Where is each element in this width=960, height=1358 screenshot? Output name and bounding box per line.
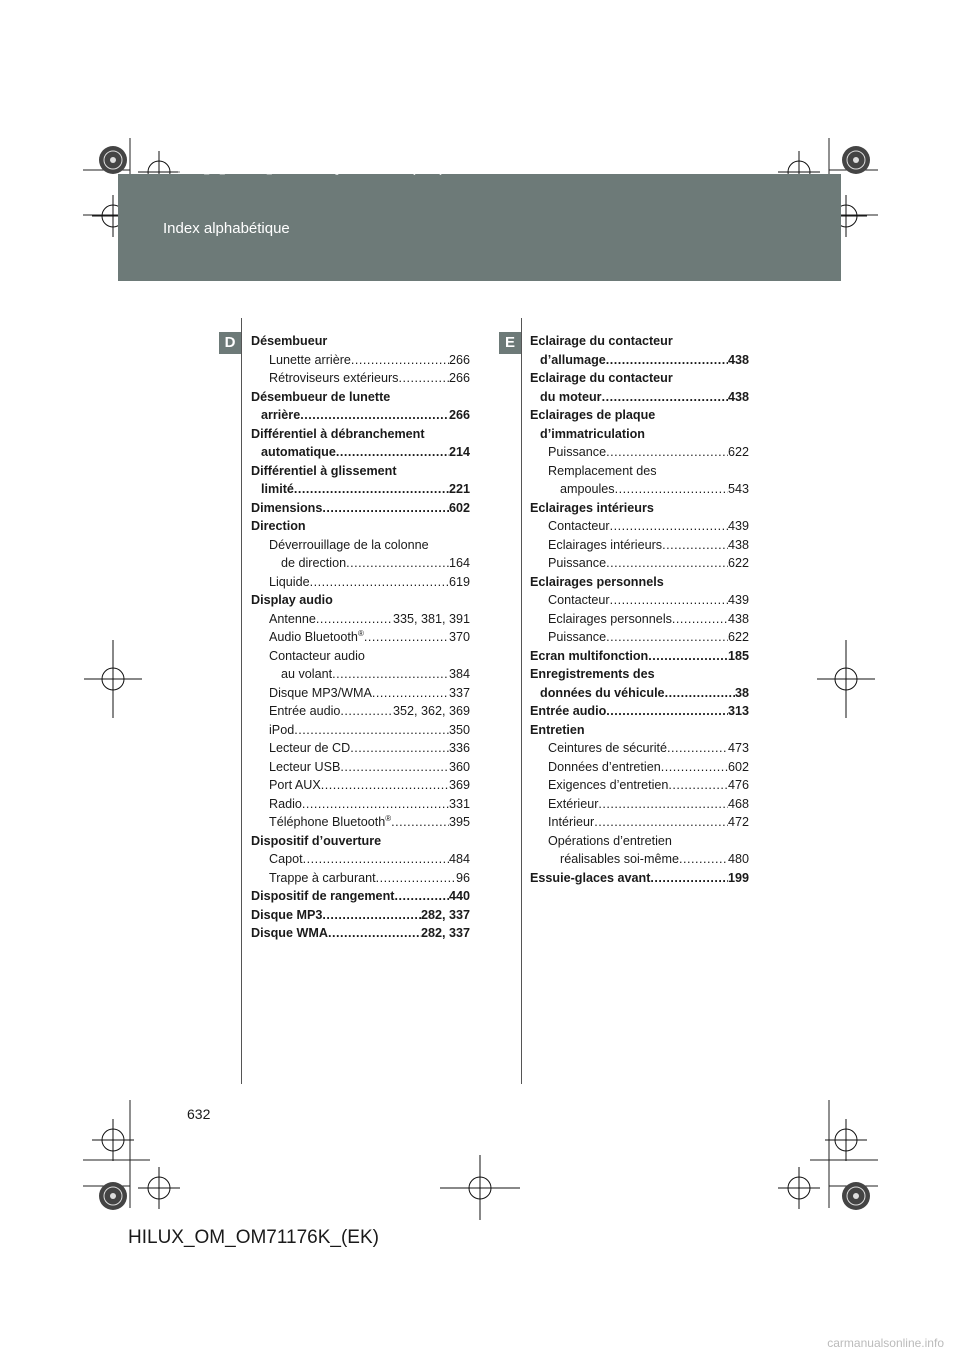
dot-leader xyxy=(346,554,449,573)
index-entry xyxy=(530,443,749,462)
dot-leader xyxy=(610,517,728,536)
dot-leader xyxy=(328,924,421,943)
dot-leader xyxy=(376,869,456,888)
index-entry xyxy=(251,776,470,795)
index-entry xyxy=(251,702,470,721)
dot-leader xyxy=(322,906,421,925)
entry-text: Eclairage du contacteur xyxy=(530,371,673,385)
index-entry xyxy=(530,369,749,388)
page-ref: 164 xyxy=(448,556,470,570)
index-entry xyxy=(530,684,749,703)
index-entry xyxy=(251,610,470,629)
dot-leader xyxy=(672,610,728,629)
page-ref: 468 xyxy=(727,796,749,811)
entry-text: Direction xyxy=(251,519,306,533)
entry-text: Ceintures de sécurité xyxy=(548,741,668,755)
book-stamp: HILUX_OM_OM71176K_(EK).book Page 632 Wednesday, May 16, 2012 2:32 PM xyxy=(178,166,533,176)
entry-text: données du véhicule xyxy=(540,685,665,700)
dot-leader xyxy=(321,776,449,795)
dot-leader xyxy=(303,850,449,869)
index-entry xyxy=(251,536,470,555)
dot-leader xyxy=(302,795,449,814)
index-entry xyxy=(530,795,749,814)
entry-text: Contacteur xyxy=(548,519,610,533)
index-entry xyxy=(530,332,749,351)
entry-text: Disque MP3/WMA xyxy=(269,685,372,700)
dot-leader xyxy=(668,776,728,795)
dot-leader xyxy=(598,795,728,814)
dot-leader xyxy=(602,388,728,407)
page-ref: 439 xyxy=(727,593,749,607)
page-ref: 484 xyxy=(448,852,470,866)
index-entry xyxy=(530,758,749,777)
index-entry xyxy=(251,443,470,462)
page-ref: 38 xyxy=(734,685,749,700)
entry-text: Intérieur xyxy=(548,815,595,829)
dot-leader xyxy=(606,702,728,721)
entry-text: Opérations d’entretien xyxy=(548,833,672,848)
index-entry xyxy=(530,832,749,851)
index-entry xyxy=(251,499,470,518)
page-ref: 619 xyxy=(448,574,470,589)
index-entry xyxy=(530,591,749,610)
index-entry xyxy=(530,536,749,555)
index-entry xyxy=(530,869,749,888)
index-entry xyxy=(530,480,749,499)
dot-leader xyxy=(332,665,449,684)
index-entry xyxy=(530,850,749,869)
index-entry xyxy=(530,462,749,481)
entry-text: Eclairages personnels xyxy=(548,611,672,626)
section-letter-d: D xyxy=(219,332,241,354)
dot-leader xyxy=(610,591,728,610)
entry-text: iPod xyxy=(269,722,295,737)
dot-leader xyxy=(679,850,728,869)
registered-mark: ® xyxy=(357,628,364,638)
entry-text: Port AUX xyxy=(269,778,321,792)
index-entry xyxy=(251,628,470,647)
document-code: HILUX_OM_OM71176K_(EK) xyxy=(128,1227,379,1248)
page-ref: 221 xyxy=(448,482,470,496)
entry-text: Contacteur audio xyxy=(269,648,365,663)
dot-leader xyxy=(294,480,449,499)
entry-text: Liquide xyxy=(269,574,310,589)
watermark: carmanualsonline.info xyxy=(827,1336,944,1350)
index-entry xyxy=(251,795,470,814)
index-entry xyxy=(530,388,749,407)
registered-mark: ® xyxy=(385,813,392,823)
column-divider-middle xyxy=(521,318,522,1084)
index-entry xyxy=(251,869,470,888)
dot-leader xyxy=(662,536,728,555)
index-column-d xyxy=(251,332,470,943)
page-ref: 313 xyxy=(727,704,749,718)
entry-text: Désembueur xyxy=(251,334,328,348)
section-letter-e: E xyxy=(499,332,521,354)
entry-text: Puissance xyxy=(548,630,607,644)
page-ref: 602 xyxy=(448,500,470,515)
entry-text: de direction xyxy=(281,556,347,570)
entry-text: Lecteur de CD xyxy=(269,741,351,755)
dot-leader xyxy=(316,610,393,629)
dot-leader xyxy=(648,647,728,666)
entry-text: Eclairage du contacteur xyxy=(530,334,673,348)
page-ref: 438 xyxy=(727,611,749,626)
page-ref: 602 xyxy=(727,759,749,774)
dot-leader xyxy=(665,684,735,703)
page-ref: 96 xyxy=(455,870,470,885)
index-entry xyxy=(251,906,470,925)
page-ref: 336 xyxy=(448,741,470,755)
page-ref: 331 xyxy=(448,796,470,811)
page-ref: 476 xyxy=(727,778,749,792)
entry-text: Audio Bluetooth® xyxy=(269,628,364,644)
page-ref: 266 xyxy=(448,371,470,385)
dot-leader xyxy=(350,739,449,758)
index-entry xyxy=(251,758,470,777)
entry-text: Lecteur USB xyxy=(269,759,341,774)
dot-leader xyxy=(615,480,728,499)
index-entry xyxy=(530,628,749,647)
index-entry xyxy=(251,684,470,703)
index-entry xyxy=(251,832,470,851)
page-ref: 282, 337 xyxy=(420,926,470,940)
dot-leader xyxy=(661,758,728,777)
page-ref: 214 xyxy=(448,445,470,459)
page-ref: 438 xyxy=(727,352,749,367)
entry-text: Rétroviseurs extérieurs xyxy=(269,371,399,385)
index-entry xyxy=(530,702,749,721)
entry-text: Dimensions xyxy=(251,500,323,515)
entry-text: réalisables soi-même xyxy=(560,852,679,866)
entry-text: Remplacement des xyxy=(548,463,657,478)
entry-text: Données d’entretien xyxy=(548,759,661,774)
entry-text: Eclairages personnels xyxy=(530,574,664,589)
entry-text: Différentiel à glissement xyxy=(251,463,397,478)
page-ref: 439 xyxy=(727,519,749,533)
page-ref: 472 xyxy=(727,815,749,829)
entry-text: Téléphone Bluetooth® xyxy=(269,813,392,829)
index-entry xyxy=(530,721,749,740)
index-entry xyxy=(251,887,470,906)
entry-text: Eclairages intérieurs xyxy=(530,500,654,515)
page-number: 632 xyxy=(187,1106,211,1122)
index-entry xyxy=(251,813,470,832)
entry-text: Différentiel à débranchement xyxy=(251,426,425,441)
page-ref: 440 xyxy=(448,889,470,903)
index-entry xyxy=(251,647,470,666)
page-ref: 438 xyxy=(727,537,749,552)
page-ref: 622 xyxy=(727,445,749,459)
entry-text: Disque MP3 xyxy=(251,907,323,922)
dot-leader xyxy=(340,702,393,721)
dot-leader xyxy=(606,351,728,370)
index-entry xyxy=(251,554,470,573)
entry-text: automatique xyxy=(261,445,336,459)
entry-text: Eclairages de plaque xyxy=(530,408,656,422)
page-ref: 199 xyxy=(727,870,749,885)
page-ref: 438 xyxy=(727,389,749,404)
column-divider-left xyxy=(241,318,242,1084)
index-entry xyxy=(530,554,749,573)
index-entry xyxy=(251,924,470,943)
index-entry xyxy=(251,388,470,407)
dot-leader xyxy=(351,351,449,370)
page-ref: 473 xyxy=(727,741,749,755)
entry-text: limité xyxy=(261,482,294,496)
dot-leader xyxy=(606,628,728,647)
page-ref: 185 xyxy=(727,648,749,663)
entry-text: Entrée audio xyxy=(269,704,341,718)
dot-leader xyxy=(294,721,449,740)
index-entry xyxy=(530,813,749,832)
index-entry xyxy=(530,517,749,536)
index-entry xyxy=(251,462,470,481)
index-entry xyxy=(251,425,470,444)
page-ref: 352, 362, 369 xyxy=(392,704,470,718)
entry-text: Entrée audio xyxy=(530,704,607,718)
dot-leader xyxy=(322,499,449,518)
index-entry xyxy=(530,647,749,666)
index-entry xyxy=(251,591,470,610)
page-ref: 384 xyxy=(448,667,470,681)
page-ref: 395 xyxy=(448,815,470,829)
entry-text: Antenne xyxy=(269,611,316,626)
crosshair-icon xyxy=(84,151,875,1220)
page-ref: 360 xyxy=(448,759,470,774)
entry-text: Ecran multifonction xyxy=(530,648,649,663)
index-entry xyxy=(251,406,470,425)
entry-text: Désembueur de lunette xyxy=(251,389,391,404)
dot-leader xyxy=(391,813,449,832)
index-entry xyxy=(251,332,470,351)
entry-text: d’allumage xyxy=(540,352,606,367)
dot-leader xyxy=(372,684,449,703)
index-entry xyxy=(530,610,749,629)
page-ref: 370 xyxy=(448,630,470,644)
dot-leader xyxy=(398,369,449,388)
entry-text: Eclairages intérieurs xyxy=(548,537,663,552)
page-ref: 337 xyxy=(448,685,470,700)
dot-leader xyxy=(594,813,728,832)
index-entry xyxy=(530,425,749,444)
entry-text: Puissance xyxy=(548,445,607,459)
index-entry xyxy=(251,721,470,740)
page-ref: 369 xyxy=(448,778,470,792)
index-entry xyxy=(530,665,749,684)
dot-leader xyxy=(394,887,449,906)
dot-leader xyxy=(364,628,449,647)
page-ref: 350 xyxy=(448,722,470,737)
dot-leader xyxy=(606,443,728,462)
entry-text: au volant xyxy=(281,667,333,681)
index-entry xyxy=(530,499,749,518)
target-wheel-icon xyxy=(99,146,870,1210)
page-ref: 622 xyxy=(727,556,749,570)
entry-text: Puissance xyxy=(548,556,607,570)
index-entry xyxy=(251,480,470,499)
entry-text: ampoules xyxy=(560,482,615,496)
entry-text: Extérieur xyxy=(548,796,599,811)
entry-text: Contacteur xyxy=(548,593,610,607)
dot-leader xyxy=(300,406,449,425)
index-entry xyxy=(530,351,749,370)
page-ref: 335, 381, 391 xyxy=(392,611,470,626)
dot-leader xyxy=(667,739,728,758)
entry-text: Radio xyxy=(269,796,302,811)
index-entry xyxy=(530,573,749,592)
page-ref: 622 xyxy=(727,630,749,644)
entry-text: Entretien xyxy=(530,722,585,737)
page-ref: 543 xyxy=(727,482,749,496)
page-title: Index alphabétique xyxy=(163,220,290,237)
entry-text: Trappe à carburant xyxy=(269,870,376,885)
entry-text: d’immatriculation xyxy=(540,426,645,441)
index-entry xyxy=(251,573,470,592)
entry-text: Dispositif d’ouverture xyxy=(251,833,382,848)
page-ref: 480 xyxy=(727,852,749,866)
index-entry xyxy=(251,739,470,758)
index-entry xyxy=(251,517,470,536)
index-entry xyxy=(530,776,749,795)
index-column-e xyxy=(530,332,749,887)
entry-text: Exigences d’entretien xyxy=(548,778,669,792)
entry-text: Essuie-glaces avant xyxy=(530,870,651,885)
entry-text: Déverrouillage de la colonne xyxy=(269,537,429,552)
entry-text: du moteur xyxy=(540,389,602,404)
entry-text: Capot xyxy=(269,852,303,866)
page-ref: 266 xyxy=(448,352,470,367)
index-entry xyxy=(251,850,470,869)
dot-leader xyxy=(606,554,728,573)
dot-leader xyxy=(310,573,449,592)
entry-text: Enregistrements des xyxy=(530,667,655,681)
entry-text: Display audio xyxy=(251,593,333,607)
entry-text: Dispositif de rangement xyxy=(251,889,395,903)
index-entry xyxy=(251,351,470,370)
page-ref: 266 xyxy=(448,408,470,422)
index-entry xyxy=(530,739,749,758)
index-entry xyxy=(251,369,470,388)
dot-leader xyxy=(336,443,449,462)
page-ref: 282, 337 xyxy=(420,907,470,922)
index-entry xyxy=(530,406,749,425)
entry-text: Lunette arrière xyxy=(269,352,351,367)
entry-text: arrière xyxy=(261,408,301,422)
index-entry xyxy=(251,665,470,684)
dot-leader xyxy=(650,869,728,888)
dot-leader xyxy=(340,758,449,777)
entry-text: Disque WMA xyxy=(251,926,328,940)
